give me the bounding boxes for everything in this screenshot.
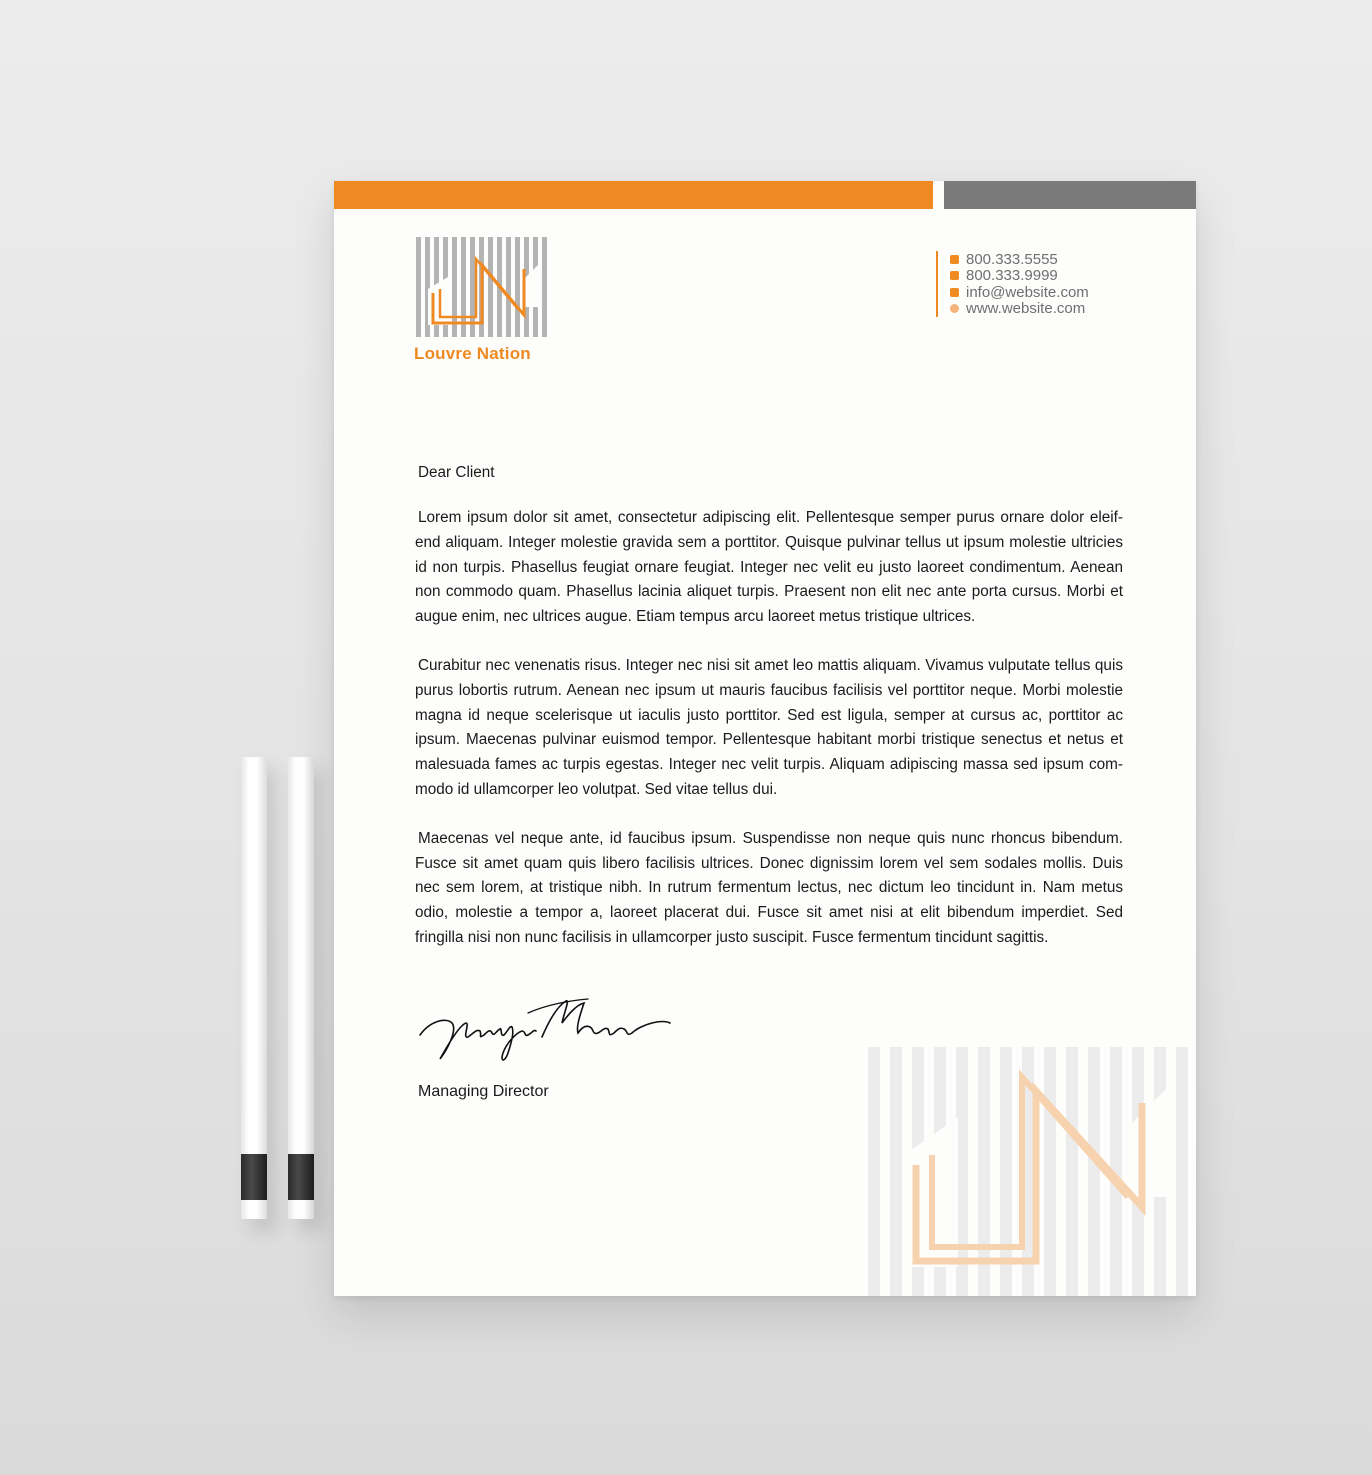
signature xyxy=(416,993,676,1078)
contact-website xyxy=(950,301,1089,318)
phone-text: 800.333.5555 xyxy=(966,250,1058,268)
globe-icon xyxy=(950,304,959,313)
logo-watermark-icon xyxy=(868,1047,1196,1296)
pen-right xyxy=(288,757,314,1219)
paragraph-1: Lorem ipsum dolor sit amet, consectetur adipiscing elit. Pellentesque semper purus ornare dolor eleif-end aliquam. Integer molestie gravida sem a porttitor. Quisque pulvinar tellus ut ipsum molestie ultricies id non turpis. Phasellus feugiat ornare feugiat. Integer nec velit eu justo laoreet condimentum. Aenean non commodo quam. Phasellus lacinia aliquet turpis. Praesent non elit nec ante porta cursus. Morbi et augue enim, nec ultrices augue. Etiam tempus arcu laoreet metus tristique ultrices. xyxy=(415,509,1123,626)
contact-phone xyxy=(950,251,1089,268)
fax-icon xyxy=(950,271,959,280)
header-bar-gray xyxy=(944,181,1196,209)
letter-body xyxy=(415,464,1123,975)
letterhead-sheet xyxy=(334,181,1196,1296)
email-text: info@website.com xyxy=(966,283,1089,301)
fax-text: 800.333.9999 xyxy=(966,267,1058,285)
mail-icon xyxy=(950,288,959,297)
contact-email xyxy=(950,284,1089,301)
pen-band xyxy=(288,1154,314,1200)
contact-fax xyxy=(950,268,1089,285)
pen-left xyxy=(241,757,267,1219)
pen-band xyxy=(241,1154,267,1200)
phone-icon xyxy=(950,255,959,264)
paragraph-2: Curabitur nec venenatis risus. Integer nec nisi sit amet leo mattis aliquam. Vivamus vulputate tellus quis purus lobortis rutrum. Aenean nec ipsum ut mauris faucibus facilisis vel porttitor neque. Morbi molestie magna id neque scelerisque ut iaculis justo porttitor. Sed est ligula, semper at cursus ac, porttitor ac ipsum. Maecenas pulvinar euismod tempor. Pellentesque habitant morbi tristique senectus et netus et malesuada fames ac turpis egestas. Integer nec velit turpis. Aliquam adipiscing massa sed ipsum com-modo id ullamcorper leo volutpat. Sed vitae tellus dui. xyxy=(415,656,1123,798)
signer-title: Managing Director xyxy=(418,1083,549,1100)
brand-name: Louvre Nation xyxy=(414,344,531,363)
paragraph-3: Maecenas vel neque ante, id faucibus ipsum. Suspendisse non neque quis nunc rhoncus bibendum. Fusce sit amet quam quis libero facilisis ultrices. Donec dignissim lorem vel sem sodales mollis. Duis nec sem lorem, at tristique nibh. In rutrum fermentum lectus, nec dictum leo tincidunt in. Nam metus odio, molestie a tempor a, laoreet placerat dui. Fusce sit amet nisi at elit bibendum imperdiet. Sed fringilla nisi non nunc facilisis in ullamcorper justo suscipit. Fusce fermentum tincidunt sagittis. xyxy=(415,829,1123,946)
header-bar-orange xyxy=(334,181,933,209)
website-text: www.website.com xyxy=(966,300,1086,318)
greeting: Dear Client xyxy=(418,464,495,481)
contact-block xyxy=(936,251,1089,317)
